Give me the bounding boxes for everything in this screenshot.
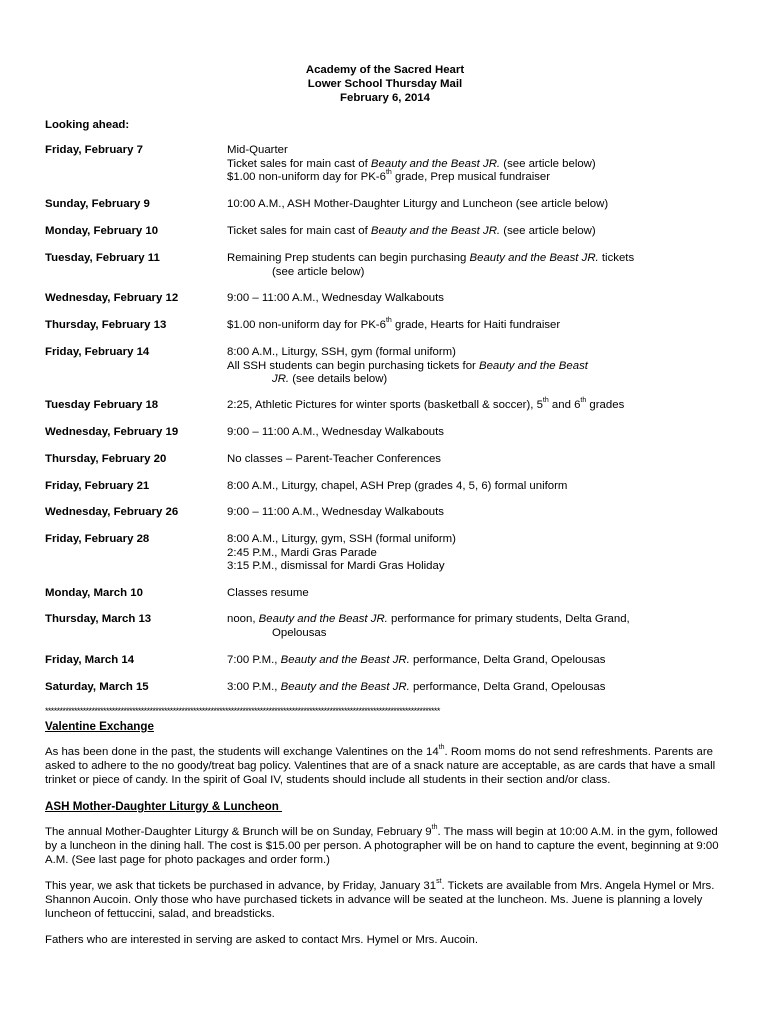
detail-line: Ticket sales for main cast of Beauty and the Beast JR. (see article below): [227, 157, 596, 170]
detail-line: 8:00 A.M., Liturgy, gym, SSH (formal uniform): [227, 533, 456, 545]
detail-line: 9:00 – 11:00 A.M., Wednesday Walkabouts: [227, 426, 444, 438]
document-header: [0, 63, 770, 105]
schedule-detail: [227, 346, 737, 387]
detail-line: 9:00 – 11:00 A.M., Wednesday Walkabouts: [227, 506, 444, 518]
detail-line: Opelousas: [272, 626, 327, 639]
detail-line: No classes – Parent-Teacher Conferences: [227, 453, 441, 465]
schedule-detail: [227, 426, 737, 440]
detail-line: noon, Beauty and the Beast JR. performance for primary students, Delta Grand,: [227, 613, 630, 625]
detail-line: 3:15 P.M., dismissal for Mardi Gras Holiday: [227, 560, 445, 573]
section-divider: ****************************************************************************************************************************************: [45, 706, 440, 716]
liturgy-paragraph-3: Fathers who are interested in serving are asked to contact Mrs. Hymel or Mrs. Aucoin.: [45, 934, 479, 946]
detail-line: All SSH students can begin purchasing tickets for Beauty and the Beast: [227, 359, 588, 372]
valentine-heading: Valentine Exchange: [45, 720, 154, 733]
schedule-date: Friday, February 7: [45, 144, 143, 156]
liturgy-paragraph-1: The annual Mother-Daughter Liturgy & Brunch will be on Sunday, February 9th. The mass will begin at 10:00 A.M. in the gym, followed by a luncheon in the dining hall. The cost is $15.00 per person. A photographer will be on hand to capture the event, beginning at 9:00 A.M. (See last page for photo packages and order form.): [45, 824, 719, 866]
schedule-date: Tuesday, February 11: [45, 252, 160, 264]
schedule-detail: [227, 399, 737, 413]
schedule-date: Thursday, February 20: [45, 453, 167, 465]
schedule-date: Friday, February 14: [45, 346, 150, 358]
schedule-date: Monday, March 10: [45, 587, 143, 599]
schedule-date: Wednesday, February 19: [45, 426, 179, 438]
detail-line: (see article below): [272, 265, 365, 278]
detail-line: 8:00 A.M., Liturgy, chapel, ASH Prep (grades 4, 5, 6) formal uniform: [227, 480, 568, 492]
schedule-date: Friday, February 21: [45, 480, 150, 492]
liturgy-paragraph-2: This year, we ask that tickets be purchased in advance, by Friday, January 31st. Tickets are available from Mrs. Angela Hymel or Mrs. Shannon Aucoin. Only those who have purchased tickets in advance will be seated at the luncheon. Ms. Juene is planning a lovely luncheon of fettuccini, salad, and breadsticks.: [45, 878, 715, 920]
schedule-date: Wednesday, February 12: [45, 292, 179, 304]
detail-line: JR. (see details below): [272, 373, 388, 386]
schedule-detail: [227, 144, 737, 185]
detail-line: Classes resume: [227, 587, 309, 599]
detail-line: Ticket sales for main cast of Beauty and the Beast JR. (see article below): [227, 225, 596, 237]
detail-line: 10:00 A.M., ASH Mother-Daughter Liturgy and Luncheon (see article below): [227, 198, 609, 210]
schedule-date: Thursday, February 13: [45, 319, 167, 331]
newsletter-title: Lower School Thursday Mail: [307, 78, 463, 90]
schedule-detail: [227, 506, 737, 520]
schedule-date: Thursday, March 13: [45, 613, 152, 625]
detail-line: 2:25, Athletic Pictures for winter sports (basketball & soccer), 5th and 6th grades: [227, 397, 625, 411]
detail-line: 8:00 A.M., Liturgy, SSH, gym (formal uniform): [227, 346, 456, 358]
schedule-detail: [227, 654, 737, 668]
schedule-date: Saturday, March 15: [45, 681, 149, 693]
detail-line: $1.00 non-uniform day for PK-6th grade, Prep musical fundraiser: [227, 169, 551, 184]
schedule-detail: [227, 533, 737, 574]
schedule-date: Wednesday, February 26: [45, 506, 179, 518]
schedule-date: Friday, February 28: [45, 533, 150, 545]
detail-line: 7:00 P.M., Beauty and the Beast JR. performance, Delta Grand, Opelousas: [227, 654, 606, 666]
schedule-detail: [227, 292, 737, 306]
schedule-date: Monday, February 10: [45, 225, 159, 237]
schedule-date: Tuesday February 18: [45, 399, 159, 411]
detail-line: Remaining Prep students can begin purchasing Beauty and the Beast JR. tickets: [227, 252, 635, 264]
valentine-paragraph: As has been done in the past, the students will exchange Valentines on the 14th. Room moms do not send refreshments. Parents are asked to adhere to the no goody/treat bag policy. Valentines that are of a snack nature are acceptable, as are cards that have a small trinket or piece of candy. In the spirit of Goal IV, students should include all students in their section and/or class.: [45, 744, 716, 786]
schedule-detail: [227, 480, 737, 494]
schedule-detail: [227, 252, 737, 279]
newsletter-date: February 6, 2014: [340, 92, 430, 104]
schedule-detail: [227, 319, 737, 333]
schedule-detail: [227, 225, 737, 239]
detail-line: 2:45 P.M., Mardi Gras Parade: [227, 546, 377, 559]
schedule-date: Sunday, February 9: [45, 198, 150, 210]
schedule-detail: [227, 681, 737, 695]
looking-ahead-heading: Looking ahead:: [45, 119, 130, 131]
detail-line: 3:00 P.M., Beauty and the Beast JR. performance, Delta Grand, Opelousas: [227, 681, 606, 693]
liturgy-heading: ASH Mother-Daughter Liturgy & Luncheon: [45, 800, 283, 813]
schedule-date: Friday, March 14: [45, 654, 135, 666]
detail-line: 9:00 – 11:00 A.M., Wednesday Walkabouts: [227, 292, 444, 304]
detail-line: Mid-Quarter: [227, 144, 288, 156]
schedule-detail: [227, 453, 737, 467]
schedule-detail: [227, 613, 737, 640]
schedule-detail: [227, 198, 737, 212]
schedule-detail: [227, 587, 737, 601]
school-name: Academy of the Sacred Heart: [305, 64, 465, 76]
detail-line: $1.00 non-uniform day for PK-6th grade, Hearts for Haiti fundraiser: [227, 317, 561, 331]
